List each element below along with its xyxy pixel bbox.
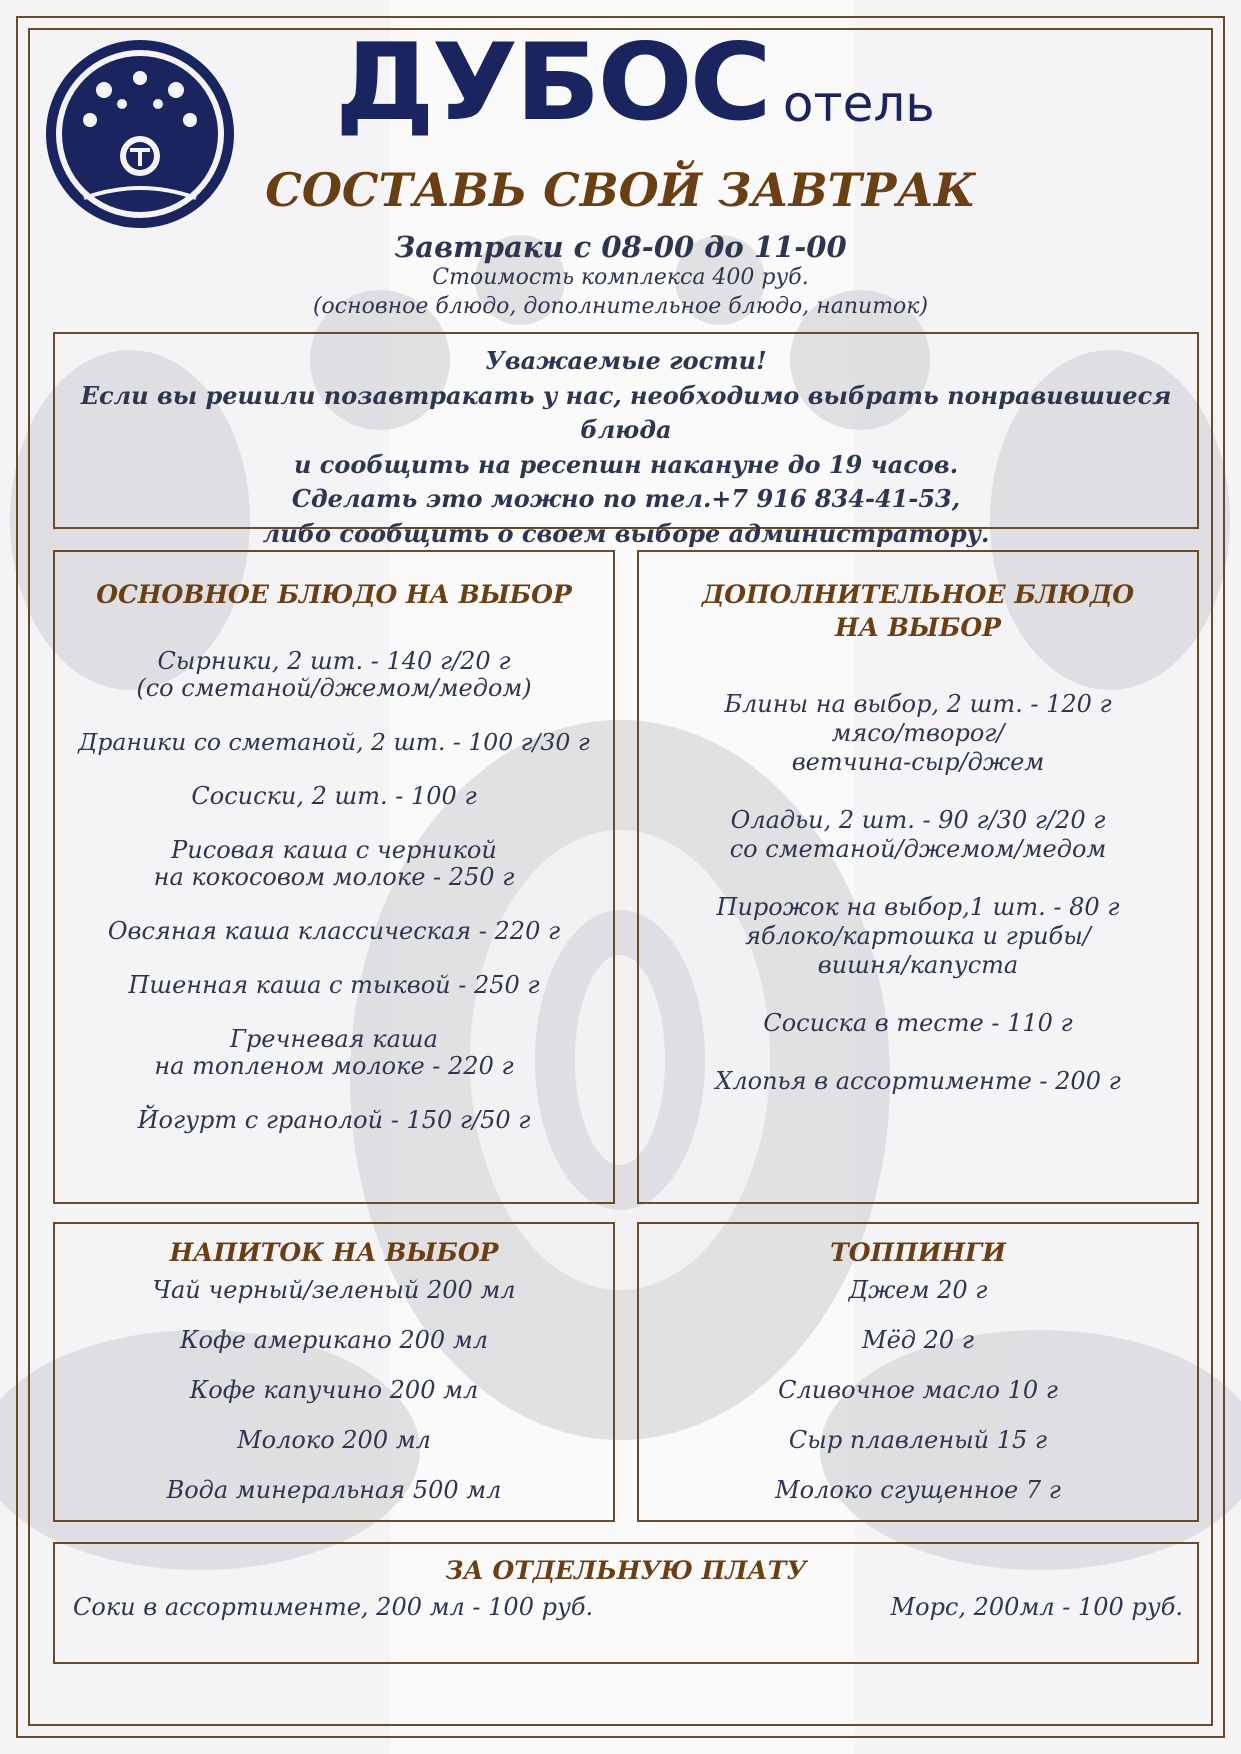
main-dish-list <box>55 648 613 1134</box>
extra-dish-title <box>639 578 1197 644</box>
guest-notice <box>53 332 1199 548</box>
paid-extras-panel <box>53 1542 1199 1664</box>
item-line: Сосиски, 2 шт. - 100 г <box>191 782 477 810</box>
list-item <box>639 690 1197 777</box>
list-item <box>55 918 613 945</box>
juice-item: Соки в ассортименте, 200 мл - 100 руб. <box>73 1593 594 1621</box>
item-line: Рисовая каша с черникой <box>171 836 497 864</box>
item-line: Хлопья в ассортименте - 200 г <box>715 1067 1121 1095</box>
item-line: Овсяная каша классическая - 220 г <box>107 917 561 945</box>
notice-line: Если вы решили позавтракать у нас, необходимо выбрать понравившиеся блюда <box>80 380 1172 444</box>
item-line: Пшенная каша с тыквой - 250 г <box>128 971 540 999</box>
list-item: Вода минеральная 500 мл <box>166 1476 502 1504</box>
item-line: Сосиска в тесте - 110 г <box>763 1009 1073 1037</box>
notice-line: либо сообщить о своем выборе администратору. <box>262 518 990 548</box>
item-line: со сметаной/джемом/медом <box>729 835 1107 863</box>
list-item <box>639 806 1197 864</box>
brand-wordmark <box>335 18 935 148</box>
main-dish-title: ОСНОВНОЕ БЛЮДО НА ВЫБОР <box>96 580 572 609</box>
drinks-list <box>55 1275 613 1505</box>
extra-dish-list <box>639 690 1197 1096</box>
item-line: на топленом молоке - 220 г <box>154 1052 514 1080</box>
breakfast-hours: Завтраки с 08-00 до 11-00 <box>394 230 847 264</box>
list-item <box>639 893 1197 980</box>
list-item <box>55 783 613 810</box>
list-item: Сливочное масло 10 г <box>778 1376 1058 1404</box>
main-dish-panel <box>53 550 615 1204</box>
list-item: Кофе капучино 200 мл <box>189 1376 479 1404</box>
list-item: Молоко 200 мл <box>237 1426 431 1454</box>
list-item <box>55 1107 613 1134</box>
item-line: Сырники, 2 шт. - 140 г/20 г <box>157 647 511 675</box>
item-line: Оладьи, 2 шт. - 90 г/30 г/20 г <box>730 806 1106 834</box>
notice-line: Сделать это можно по тел.+7 916 834-41-53, <box>291 484 961 513</box>
notice-line: Уважаемые гости! <box>485 346 767 375</box>
item-line: вишня/капуста <box>817 951 1019 979</box>
list-item <box>55 972 613 999</box>
list-item <box>55 648 613 702</box>
toppings-panel <box>637 1222 1199 1522</box>
toppings-list <box>639 1275 1197 1505</box>
list-item: Кофе американо 200 мл <box>179 1326 488 1354</box>
list-item <box>55 1026 613 1080</box>
set-includes: (основное блюдо, дополнительное блюдо, напиток) <box>312 294 929 319</box>
set-price: Стоимость комплекса 400 руб. <box>432 265 809 290</box>
title-line: ДОПОЛНИТЕЛЬНОЕ БЛЮДО <box>702 580 1134 609</box>
notice-line: и сообщить на ресепшн накануне до 19 часов. <box>293 449 959 479</box>
paid-extras-title: ЗА ОТДЕЛЬНУЮ ПЛАТУ <box>445 1556 807 1585</box>
item-line: Пирожок на выбор,1 шт. - 80 г <box>716 893 1120 921</box>
list-item <box>639 1067 1197 1096</box>
list-item <box>55 729 613 756</box>
drinks-panel <box>53 1222 615 1522</box>
paid-extras-row <box>55 1593 1197 1621</box>
page-title: СОСТАВЬ СВОЙ ЗАВТРАК <box>265 163 976 217</box>
item-line: ветчина-сыр/джем <box>791 748 1045 776</box>
item-line: яблоко/картошка и грибы/ <box>745 922 1091 950</box>
item-line: Гречневая каша <box>230 1025 438 1053</box>
list-item: Сыр плавленый 15 г <box>788 1426 1048 1454</box>
item-line: мясо/творог/ <box>831 719 1005 747</box>
hotel-name: ДУБОС <box>335 21 769 145</box>
extra-dish-panel <box>637 550 1199 1204</box>
list-item: Мёд 20 г <box>862 1326 974 1354</box>
mors-item: Морс, 200мл - 100 руб. <box>890 1593 1183 1621</box>
item-line: (со сметаной/джемом/медом) <box>136 674 532 702</box>
item-line: Блины на выбор, 2 шт. - 120 г <box>724 690 1112 718</box>
toppings-title: ТОППИНГИ <box>830 1238 1006 1267</box>
list-item: Чай черный/зеленый 200 мл <box>152 1276 516 1304</box>
drinks-title: НАПИТОК НА ВЫБОР <box>169 1238 499 1267</box>
list-item: Молоко сгущенное 7 г <box>775 1476 1061 1504</box>
title-line: НА ВЫБОР <box>835 613 1001 642</box>
item-line: Йогурт с гранолой - 150 г/50 г <box>137 1106 531 1134</box>
list-item: Джем 20 г <box>848 1276 988 1304</box>
list-item <box>55 837 613 891</box>
list-item <box>639 1009 1197 1038</box>
item-line: на кокосовом молоке - 250 г <box>153 863 515 891</box>
hotel-label: отель <box>782 75 935 133</box>
item-line: Драники со сметаной, 2 шт. - 100 г/30 г <box>78 728 590 756</box>
